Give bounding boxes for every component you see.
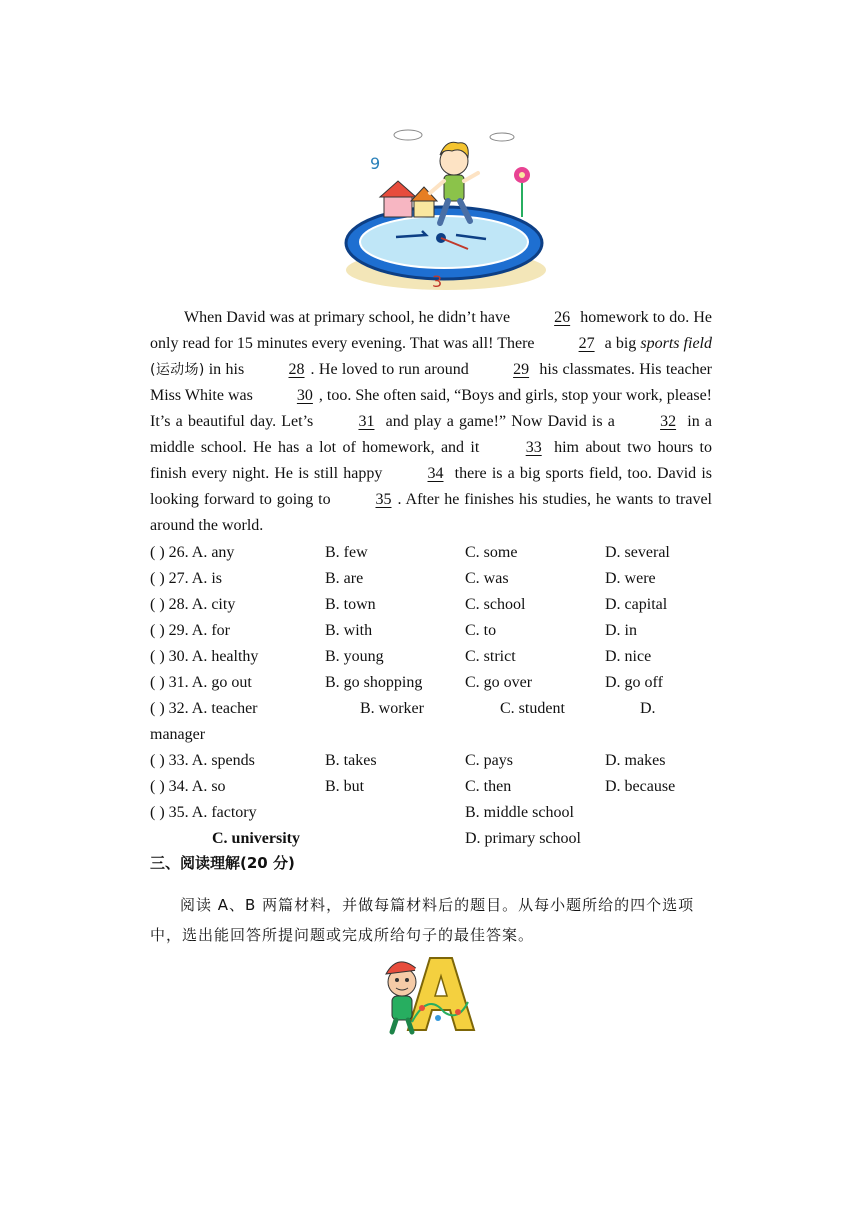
option-d[interactable]: D. go off — [605, 674, 663, 691]
option-row — [150, 696, 720, 722]
option-b[interactable]: B. few — [325, 544, 368, 561]
blank-30: 30 — [296, 387, 313, 404]
option-d[interactable]: D. — [640, 700, 656, 717]
option-b[interactable]: B. young — [325, 648, 384, 665]
option-row — [150, 644, 720, 670]
option-d[interactable]: D. were — [605, 570, 656, 587]
passage-paragraph: When David was at primary school, he didn’t have 26 homework to do. He only read for 15 minutes every evening. That was all! There 27 a big sports field (运动场) in his 28 . He loved to run around 29 his classmates. His teacher Miss White was 30 , too. She often said, “Boys and girls, stop your work, please! It’s a beautiful day. Let’s 31 and play a game!” Now David is a 32 in a middle school. He has a lot of homework, and it 33 him about two hours to finish every night. He is still happy 34 there is a big sports field, too. David is looking forward to going to 35 . After he finishes his studies, he wants to travel around the world. — [150, 305, 712, 539]
option-row — [150, 566, 720, 592]
cloze-passage — [150, 305, 712, 539]
blank-28: 28 — [288, 361, 305, 378]
option-row — [150, 618, 720, 644]
blank-34: 34 — [427, 465, 444, 482]
option-b[interactable]: B. middle school — [465, 804, 574, 821]
option-b[interactable]: B. with — [325, 622, 373, 639]
blank-26: 26 — [554, 309, 571, 326]
section-title: 三、阅读理解(20 分) — [150, 854, 295, 872]
blank-33: 33 — [525, 439, 542, 456]
option-a[interactable]: ( ) 33. A. spends — [150, 752, 255, 769]
blank-31: 31 — [358, 413, 375, 430]
option-d-continued: manager — [150, 726, 206, 743]
svg-text:3: 3 — [432, 272, 443, 291]
option-b[interactable]: B. worker — [360, 700, 424, 717]
option-a[interactable]: ( ) 35. A. factory — [150, 804, 257, 821]
option-d[interactable]: D. several — [605, 544, 670, 561]
running-boy-illustration — [336, 125, 554, 293]
answer-options — [150, 540, 720, 852]
option-c[interactable]: C. some — [465, 544, 518, 561]
option-b[interactable]: B. town — [325, 596, 376, 613]
option-a[interactable]: ( ) 26. A. any — [150, 544, 235, 561]
option-row-wrap — [150, 722, 720, 748]
option-b[interactable]: B. are — [325, 570, 364, 587]
option-a[interactable]: ( ) 32. A. teacher — [150, 700, 258, 717]
option-a[interactable]: ( ) 34. A. so — [150, 778, 226, 795]
elf-letter-a-illustration — [378, 952, 476, 1036]
option-c[interactable]: C. student — [500, 700, 565, 717]
option-row — [150, 540, 720, 566]
option-d[interactable]: D. because — [605, 778, 676, 795]
option-d[interactable]: D. primary school — [465, 830, 581, 847]
section-instructions: 阅读 A、B 两篇材料，并做每篇材料后的题目。从每小题所给的四个选项中，选出能回答所提问题或完成所给句子的最佳答案。 — [150, 896, 695, 944]
option-row — [150, 826, 720, 852]
option-b[interactable]: B. takes — [325, 752, 377, 769]
option-c[interactable]: C. to — [465, 622, 497, 639]
option-a[interactable]: ( ) 29. A. for — [150, 622, 230, 639]
option-a[interactable]: ( ) 30. A. healthy — [150, 648, 259, 665]
option-d[interactable]: D. makes — [605, 752, 666, 769]
blank-29: 29 — [513, 361, 530, 378]
blank-27: 27 — [578, 335, 595, 352]
blank-35: 35 — [375, 491, 392, 508]
option-c[interactable]: C. then — [465, 778, 512, 795]
blank-32: 32 — [660, 413, 677, 430]
svg-text:9: 9 — [370, 154, 381, 173]
sports-field-term: sports field — [640, 335, 712, 352]
option-a[interactable]: ( ) 31. A. go out — [150, 674, 252, 691]
option-a[interactable]: ( ) 27. A. is — [150, 570, 222, 587]
option-row — [150, 800, 720, 826]
option-b[interactable]: B. go shopping — [325, 674, 423, 691]
option-d[interactable]: D. in — [605, 622, 637, 639]
option-c[interactable]: C. was — [465, 570, 509, 587]
option-row — [150, 774, 720, 800]
option-a[interactable]: ( ) 28. A. city — [150, 596, 236, 613]
chinese-gloss: (运动场) — [150, 362, 205, 378]
option-d[interactable]: D. capital — [605, 596, 668, 613]
option-row — [150, 670, 720, 696]
option-c[interactable]: C. university — [212, 830, 300, 847]
option-b[interactable]: B. but — [325, 778, 365, 795]
option-c[interactable]: C. go over — [465, 674, 533, 691]
option-row — [150, 748, 720, 774]
option-c[interactable]: C. strict — [465, 648, 516, 665]
option-row — [150, 592, 720, 618]
option-d[interactable]: D. nice — [605, 648, 652, 665]
option-c[interactable]: C. school — [465, 596, 526, 613]
option-c[interactable]: C. pays — [465, 752, 513, 769]
